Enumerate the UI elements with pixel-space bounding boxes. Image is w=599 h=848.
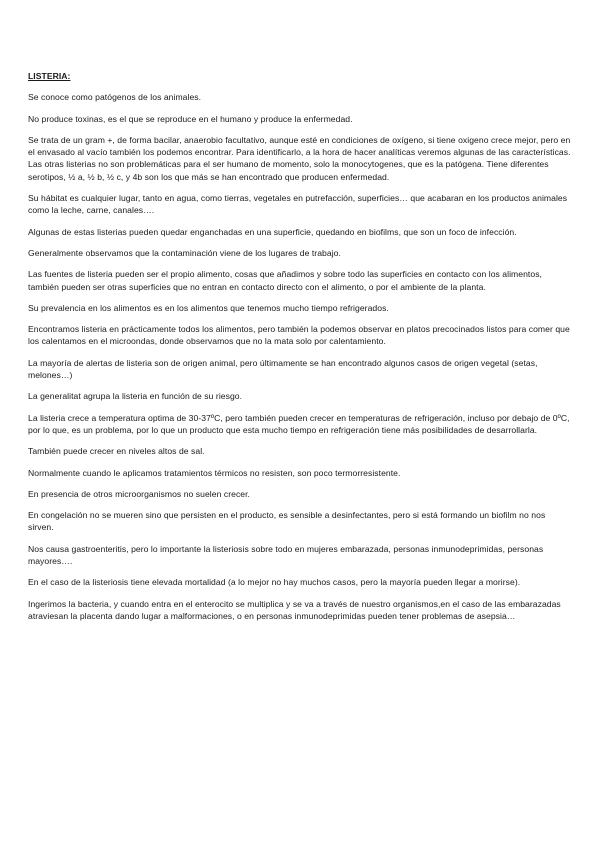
paragraph: Las fuentes de listeria pueden ser el propio alimento, cosas que añadimos y sobre todo las superficies en contacto con los alimentos, también pueden ser otras superficies que no entran en contacto directo con el alimento, o por el ambiente de la planta. xyxy=(28,269,542,292)
document-title: LISTERIA: xyxy=(28,71,71,81)
paragraph: La generalitat agrupa la listeria en función de su riesgo. xyxy=(28,391,243,402)
paragraph: Encontramos listeria en prácticamente todos los alimentos, pero también la podemos observar en platos precocinados listos para comer que los calentamos en el microondas, donde observamos que no la mata solo por calentamiento. xyxy=(28,324,570,347)
paragraph: También puede crecer en niveles altos de sal. xyxy=(28,446,205,457)
paragraph: Su hábitat es cualquier lugar, tanto en agua, como tierras, vegetales en putrefacción, superficies… que acabaran en los productos animales como la leche, carne, canales…. xyxy=(28,193,568,216)
paragraph: Nos causa gastroenteritis, pero lo importante la listeriosis sobre todo en mujeres embarazada, personas inmunodeprimidas, personas mayores…. xyxy=(28,543,544,567)
paragraph: Normalmente cuando le aplicamos tratamientos térmicos no resisten, son poco termorresistente. xyxy=(28,467,401,478)
paragraph: En congelación no se mueren sino que persisten en el producto, es sensible a desinfectantes, pero si está formando un biofilm no nos sirven. xyxy=(28,510,546,533)
paragraph: Ingerimos la bacteria, y cuando entra en el enterocito se multiplica y se va a través de nuestro organismos,en el caso de las embarazadas atraviesan la placenta dando lugar a malformaciones, o en personas inmunodeprimidas pueden tener problemas de asepsia… xyxy=(28,598,561,621)
paragraph: La mayoría de alertas de listeria son de origen animal, pero últimamente se han encontrado algunos casos de origen vegetal (setas, melones…) xyxy=(28,357,538,381)
paragraph: Su prevalencia en los alimentos es en los alimentos que tenemos mucho tiempo refrigerados. xyxy=(28,302,389,313)
paragraph: No produce toxinas, es el que se reproduce en el humano y produce la enfermedad. xyxy=(28,113,353,124)
document-body xyxy=(28,70,573,631)
paragraph: La listeria crece a temperatura optima de 30-37ºC, pero también pueden crecer en temperaturas de refrigeración, incluso por debajo de 0ºC, por lo que, es un problema, por lo que un producto que esta mucho tiempo en refrigeración tiene más posibilidades de desarrollarla. xyxy=(28,412,570,435)
paragraph: En el caso de la listeriosis tiene elevada mortalidad (a lo mejor no hay muchos casos, pero la mayoría pueden llegar a morirse). xyxy=(28,577,521,588)
paragraph: Generalmente observamos que la contaminación viene de los lugares de trabajo. xyxy=(28,247,341,258)
paragraph: Se conoce como patógenos de los animales. xyxy=(28,92,202,103)
paragraph: En presencia de otros microorganismos no suelen crecer. xyxy=(28,488,250,499)
paragraph: Se trata de un gram +, de forma bacilar, anaerobio facultativo, aunque esté en condiciones de oxígeno, si tiene oxigeno crece mejor, pero en el envasado al vacío también los podemos encontrar. Para identificarlo, a la hora de hacer analíticas veremos algunas de las características. Las otras listerias no son problemáticas para el ser humano de momento, solo la monocytogenes, que es la patógena. Tiene diferentes serotipos, ½ a, ½ b, ½ c, y 4b son los que más se han encontrado que producen enfermedad. xyxy=(28,134,571,182)
paragraph: Algunas de estas listerias pueden quedar enganchadas en una superficie, quedando en biofilms, que son un foco de infección. xyxy=(28,226,517,237)
